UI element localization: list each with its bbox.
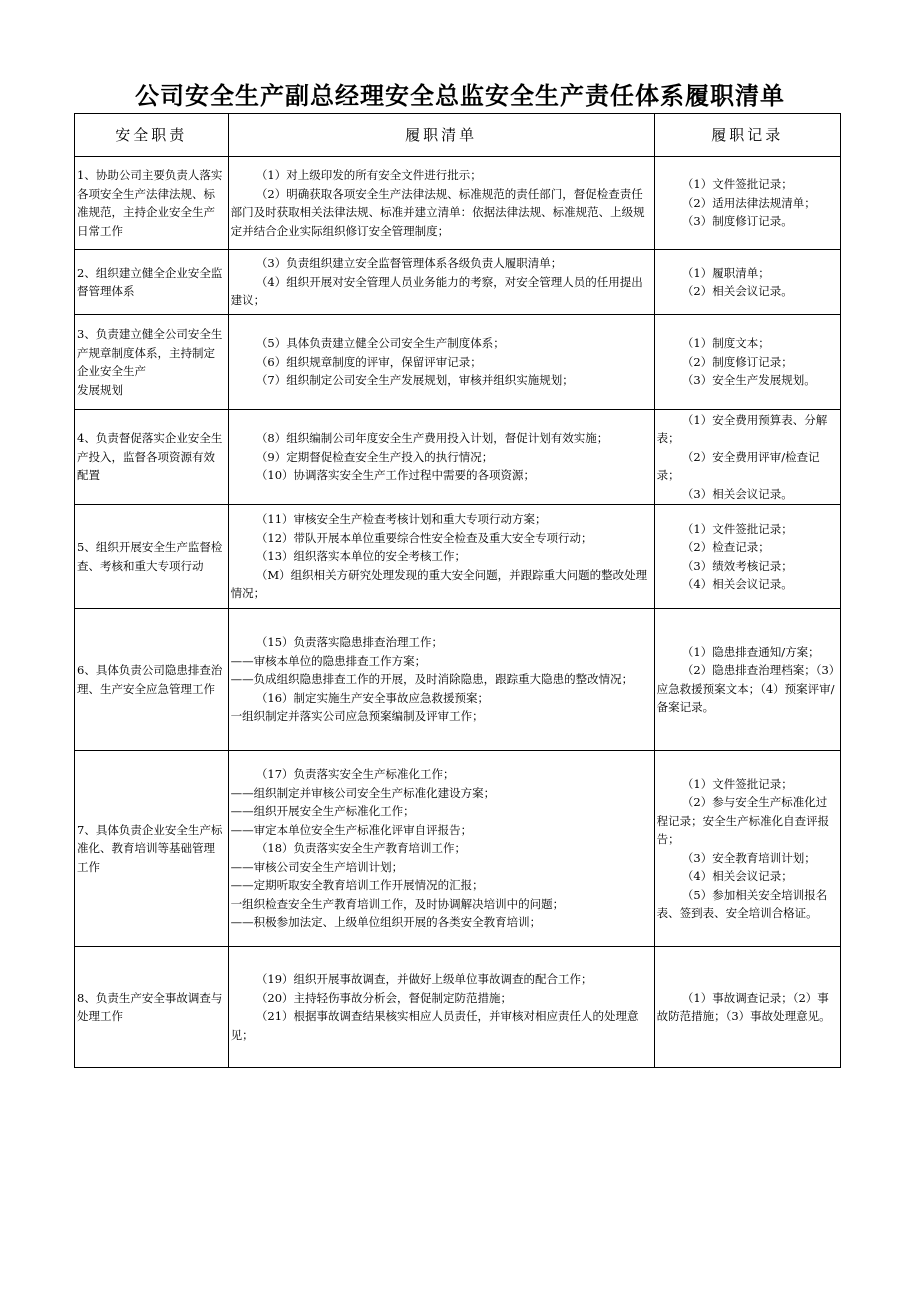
duty-line: 4、负责督促落实企业安全生产投入，监督各项资源有效配置	[77, 431, 223, 483]
list-line: （12）带队开展本单位重要综合性安全检查及重大安全专项行动；	[255, 530, 593, 545]
table-row	[75, 609, 841, 751]
records-line: （3）安全教育培训计划；	[681, 850, 816, 865]
duty-line: 1、协助公司主要负责人落实各项安全生产法律法规、标准规范，主持企业安全生产日常工作	[77, 168, 223, 238]
records-line: （2）检查记录；	[681, 540, 770, 554]
list-line: （M）组织相关方研究处理发现的重大安全问题，并跟踪重大问题的整改处理情况；	[230, 567, 648, 601]
duty-line: 3、负责建立健全公司安全生产规章制度体系，主持制定企业安全生产	[77, 327, 223, 378]
records-line: （2）适用法律法规清单；	[681, 195, 816, 210]
duty-cell	[75, 751, 229, 947]
records-cell	[654, 410, 840, 505]
records-cell	[654, 505, 840, 609]
list-line: ——审核本单位的隐患排查工作方案；	[230, 653, 427, 668]
table-header-row	[75, 114, 841, 157]
list-line: （18）负责落实安全生产教育培训工作；	[255, 841, 467, 856]
duty-cell	[75, 315, 229, 410]
records-line: （2）隐患排查治理档案；（3）应急救援预案文本；（4）预案评审/备案记录。	[656, 663, 835, 714]
table-row	[75, 250, 841, 315]
records-line: （1）事故调查记录；（2）事故防范措施；（3）事故处理意见。	[656, 990, 831, 1023]
list-line: （16）制定实施生产安全事故应急救援预案；	[255, 690, 490, 705]
list-line: （7）组织制定公司安全生产发展规划，审核并组织实施规划；	[255, 373, 574, 388]
records-line: （4）相关会议记录。	[681, 577, 793, 591]
records-cell	[654, 751, 840, 947]
records-line: （1）文件签批记录；	[681, 177, 793, 192]
records-line: （1）安全费用预算表、分解表；	[656, 412, 828, 446]
table-row	[75, 410, 841, 505]
records-line: （2）制度修订记录；	[681, 354, 793, 369]
records-line: （5）参加相关安全培训报名表、签到表、安全培训合格证。	[656, 887, 828, 920]
records-cell	[654, 315, 840, 410]
list-line: （3）负责组织建立安全监督管理体系各级负责人履职清单；	[255, 256, 563, 271]
table-row	[75, 315, 841, 410]
records-line: （3）安全生产发展规划。	[681, 373, 816, 388]
header-records: 履职记录	[654, 114, 840, 157]
table-row	[75, 505, 841, 609]
list-cell	[228, 315, 654, 410]
records-line: （3）相关会议记录。	[681, 486, 793, 501]
list-line: ——组织开展安全生产标准化工作；	[230, 804, 415, 819]
list-line: （10）协调落实安全生产工作过程中需要的各项资源；	[255, 468, 536, 483]
list-line: （15）负责落实隐患排查治理工作；	[255, 635, 444, 650]
list-line: （13）组织落实本单位的安全考核工作；	[255, 549, 467, 564]
duty-cell	[75, 157, 229, 250]
duty-cell	[75, 609, 229, 751]
list-line: ——定期听取安全教育培训工作开展情况的汇报；	[230, 878, 484, 893]
records-cell	[654, 157, 840, 250]
list-line: （17）负责落实安全生产标准化工作；	[255, 767, 455, 782]
records-line: （3）制度修订记录。	[681, 214, 793, 229]
records-cell	[654, 947, 840, 1068]
duty-table	[74, 113, 841, 1068]
list-cell	[228, 609, 654, 751]
page-title: 公司安全生产副总经理安全总监安全生产责任体系履职清单	[135, 82, 785, 110]
list-line: ——积极参加法定、上级单位组织开展的各类安全教育培训；	[230, 915, 542, 930]
list-line: （8）组织编制公司年度安全生产费用投入计划，督促计划有效实施；	[255, 431, 609, 446]
table-row	[75, 947, 841, 1068]
list-line: 一组织制定并落实公司应急预案编制及评审工作；	[230, 709, 484, 724]
list-line: （19）组织开展事故调查，并做好上级单位事故调查的配合工作；	[255, 972, 593, 986]
records-line: （1）文件签批记录；	[681, 521, 793, 536]
duty-line: 8、负责生产安全事故调查与处理工作	[77, 990, 223, 1023]
records-line: （3）绩效考核记录；	[681, 558, 793, 573]
list-line: ——审核公司安全生产培训计划；	[230, 859, 404, 874]
list-line: （21）根据事故调查结果核实相应人员责任，并审核对相应责任人的处理意见；	[230, 1009, 639, 1042]
list-line: （2）明确获取各项安全生产法律法规、标准规范的责任部门，督促检查责任部门及时获取相关法律法规、标准并建立清单：依据法律法规、标准规范、上级规定并结合企业实际组织修订安全管理制度；	[230, 186, 645, 238]
records-line: （2）参与安全生产标准化过程记录；安全生产标准化自查评报告；	[656, 795, 830, 846]
list-line: ——组织制定并审核公司安全生产标准化建设方案；	[230, 785, 496, 800]
header-list: 履职清单	[228, 114, 654, 157]
list-line: （9）定期督促检查安全生产投入的执行情况；	[255, 449, 494, 464]
duty-cell	[75, 505, 229, 609]
list-cell	[228, 250, 654, 315]
duty-line: 6、具体负责公司隐患排查治理、生产安全应急管理工作	[77, 663, 223, 696]
records-line: （1）制度文本；	[681, 336, 770, 351]
duty-cell	[75, 250, 229, 315]
list-cell	[228, 505, 654, 609]
duty-line: 5、组织开展安全生产监督检查、考核和重大专项行动	[77, 540, 223, 573]
table-row	[75, 751, 841, 947]
list-cell	[228, 751, 654, 947]
records-line: （1）隐患排查通知/方案；	[681, 644, 820, 659]
duty-cell	[75, 947, 229, 1068]
header-duty: 安全职责	[75, 114, 229, 157]
list-line: （4）组织开展对安全管理人员业务能力的考察，对安全管理人员的任用提出建议；	[230, 274, 643, 308]
list-line: （20）主持轻伤事故分析会，督促制定防范措施；	[255, 990, 513, 1005]
records-line: （4）相关会议记录；	[681, 869, 793, 883]
records-line: （2）相关会议记录。	[681, 284, 793, 298]
duty-line: 7、具体负责企业安全生产标准化、教育培训等基础管理工作	[77, 822, 223, 874]
list-line: ——审定本单位安全生产标准化评审自评报告；	[230, 822, 473, 837]
list-line: （5）具体负责建立健全公司安全生产制度体系；	[255, 336, 505, 351]
list-line: （11）审核安全生产检查考核计划和重大专项行动方案；	[255, 512, 547, 527]
records-line: （1）文件签批记录；	[681, 776, 793, 791]
duty-cell	[75, 410, 229, 505]
records-line: （1）履职清单；	[681, 265, 770, 280]
list-cell	[228, 410, 654, 505]
list-line: （6）组织规章制度的评审，保留评审记录；	[255, 354, 482, 369]
list-cell	[228, 947, 654, 1068]
list-line: 一组织检查安全生产教育培训工作，及时协调解决培训中的问题；	[230, 896, 565, 911]
list-line: （1）对上级印发的所有安全文件进行批示；	[255, 168, 482, 182]
records-cell	[654, 250, 840, 315]
duty-line: 2、组织建立健全企业安全监督管理体系	[77, 265, 223, 298]
records-line: （2）安全费用评审/检查记录；	[656, 449, 820, 483]
table-row	[75, 157, 841, 250]
list-line: ——负成组织隐患排查工作的开展，及时消除隐患，跟踪重大隐患的整改情况；	[230, 672, 634, 687]
list-cell	[228, 157, 654, 250]
records-cell	[654, 609, 840, 751]
duty-line: 发展规划	[77, 382, 123, 397]
